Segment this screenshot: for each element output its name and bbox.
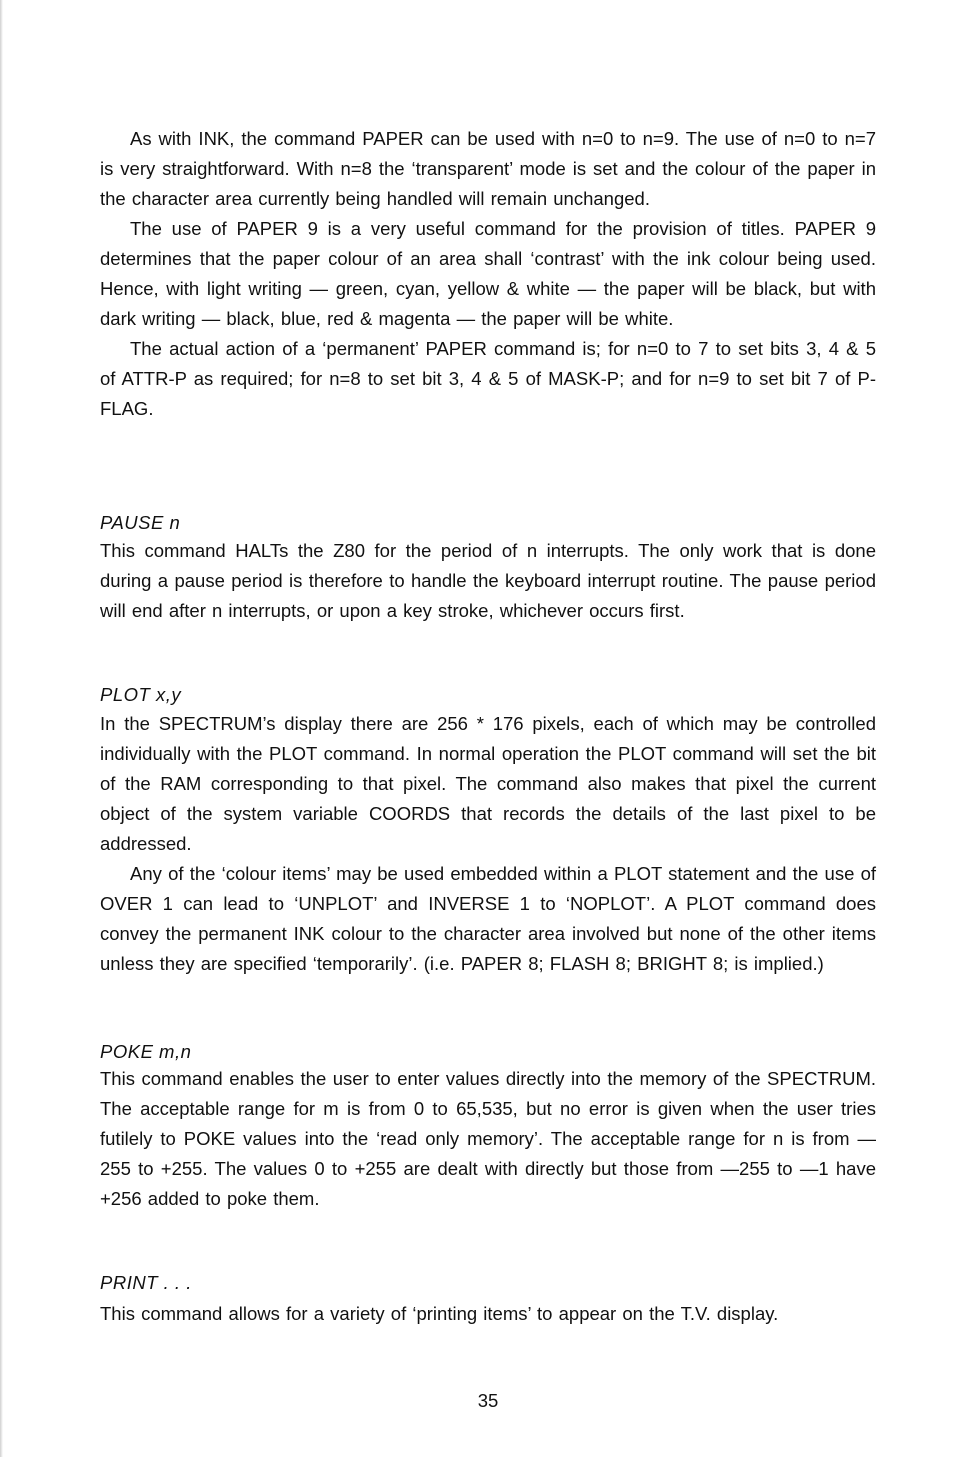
plot-paragraph-2: Any of the ‘colour items’ may be used embedded within a PLOT statement and the use of OVER 1 can lead to ‘UNPLOT’ and INVERSE 1 to ‘NOPLOT’. A PLOT command does convey the permanent INK colour to the character area involved but none of the other items unless they are specified ‘temporarily’. (i.e. PAPER 8; FLASH 8; BRIGHT 8; is implied.) xyxy=(100,863,876,974)
paper-paragraph-3: The actual action of a ‘permanent’ PAPER command is; for n=0 to 7 to set bits 3, 4 & 5 of ATTR-P as required; for n=8 to set bit 3, 4 & 5 of MASK-P; and for n=9 to set bit 7 of P-FLAG. xyxy=(100,338,876,419)
pause-paragraph: This command HALTs the Z80 for the period of n interrupts. The only work that is done during a pause period is therefore to handle the keyboard interrupt routine. The pause period will end after n interrupts, or upon a key stroke, whichever occurs first. xyxy=(100,540,876,621)
page-edge-shadow xyxy=(0,0,3,1457)
print-paragraph: This command allows for a variety of ‘printing items’ to appear on the T.V. display. xyxy=(100,1303,779,1324)
page-number: 35 xyxy=(477,1390,499,1411)
poke-paragraph: This command enables the user to enter values directly into the memory of the SPECTRUM. The acceptable range for m is from 0 to 65,535, but no error is given when the user tries futilely to POKE values into the ‘read only memory’. The acceptable range for n is from —255 to +255. The values 0 to +255 are dealt with directly but those from —255 to —1 have +256 added to poke them. xyxy=(100,1068,876,1209)
pause-section xyxy=(100,536,876,626)
print-section xyxy=(100,1299,876,1329)
paper-section xyxy=(100,124,876,424)
pause-heading: PAUSE n xyxy=(100,512,181,533)
plot-heading: PLOT x,y xyxy=(100,684,182,705)
poke-heading: POKE m,n xyxy=(100,1041,192,1062)
paper-paragraph-2: The use of PAPER 9 is a very useful command for the provision of titles. PAPER 9 determines that the paper colour of an area shall ‘contrast’ with the ink colour being used. Hence, with light writing — green, cyan, yellow & white — the paper will be black, but with dark writing — black, blue, red & magenta — the paper will be white. xyxy=(100,218,876,329)
paper-paragraph-1: As with INK, the command PAPER can be used with n=0 to n=9. The use of n=0 to n=7 is very straightforward. With n=8 the ‘transparent’ mode is set and the colour of the paper in the character area currently being handled will remain unchanged. xyxy=(100,128,876,209)
poke-section xyxy=(100,1064,876,1214)
print-heading: PRINT . . . xyxy=(100,1272,192,1293)
plot-section xyxy=(100,709,876,979)
plot-paragraph-1: In the SPECTRUM’s display there are 256 * 176 pixels, each of which may be controlled individually with the PLOT command. In normal operation the PLOT command will set the bit of the RAM corresponding to that pixel. The command also makes that pixel the current object of the system variable COORDS that records the details of the last pixel to be addressed. xyxy=(100,713,876,854)
